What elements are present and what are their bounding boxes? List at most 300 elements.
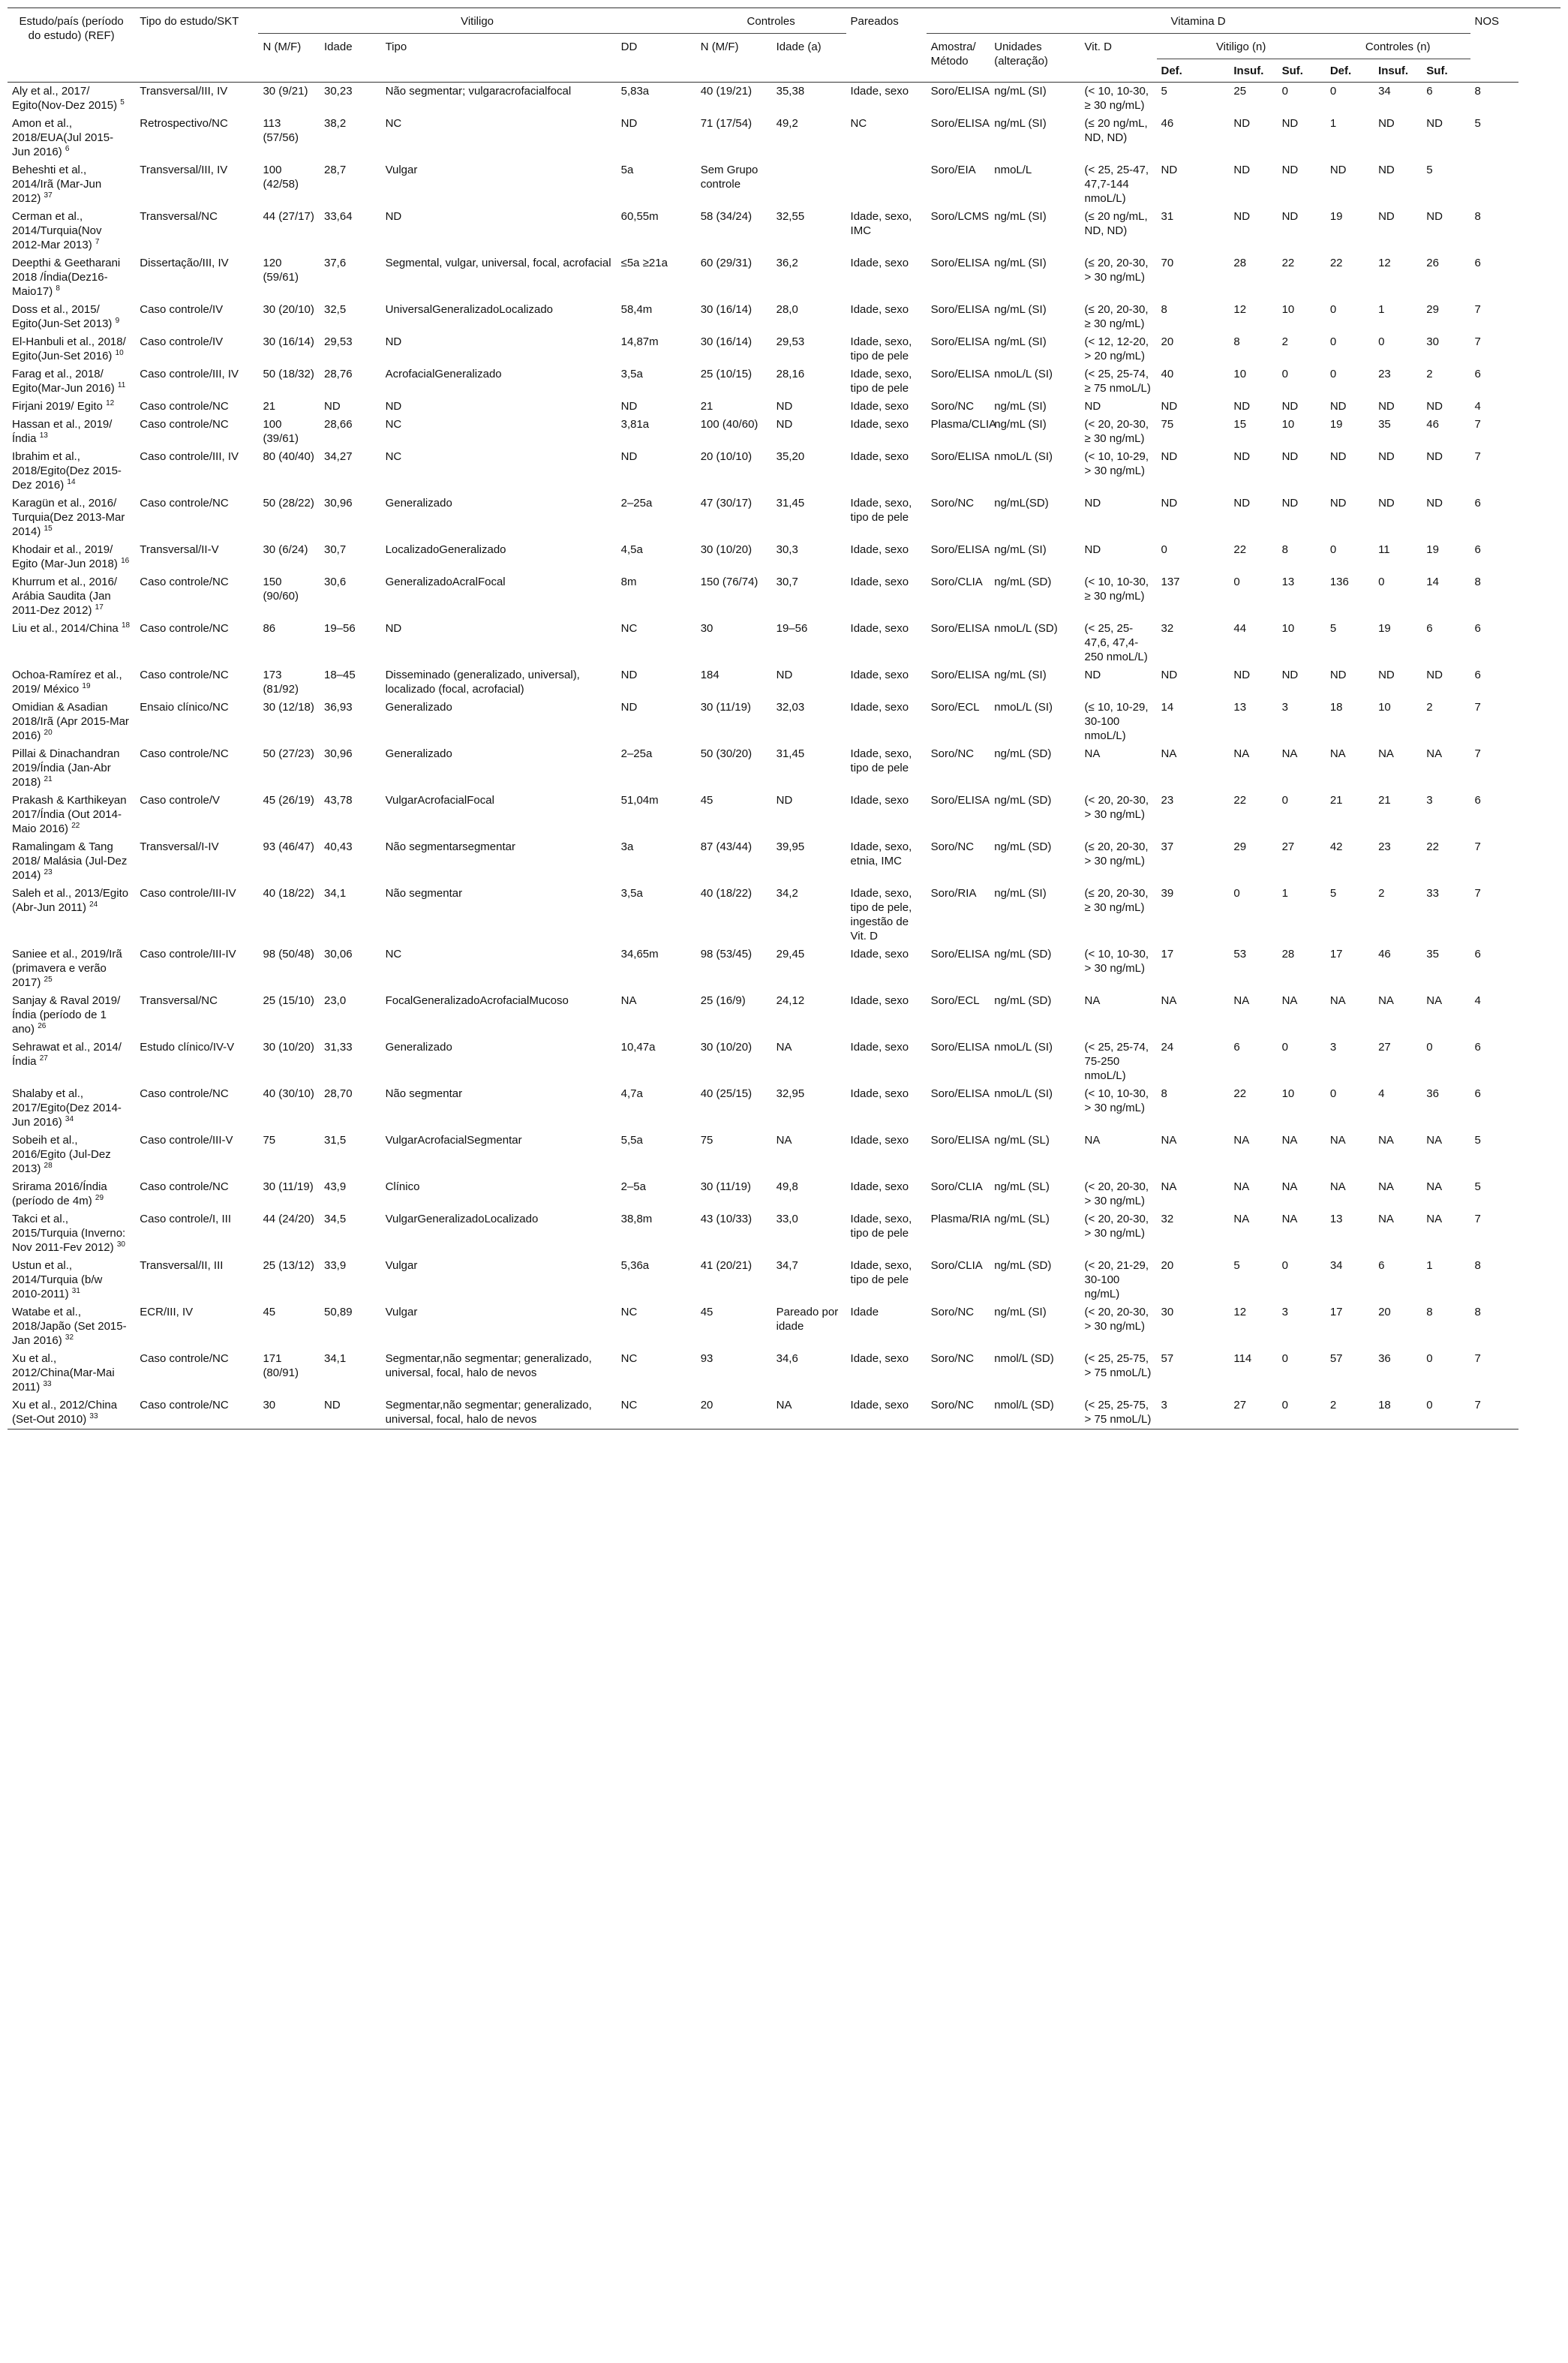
cell-vitiligo-def: 17 (1161, 948, 1174, 961)
cell-study-type: Caso controle/NC (140, 497, 229, 510)
cell-n-mf: 30 (12/18) (263, 701, 314, 714)
cell-controls-suf: 0 (1422, 1396, 1470, 1430)
cell-vit-d-cutoffs: NA (1084, 994, 1101, 1007)
cell-vitiligo-suf: ND (1281, 669, 1299, 681)
cell-matched: Idade, sexo (850, 1180, 909, 1193)
cell-study-type: Transversal/NC (140, 994, 218, 1007)
cell-vitiligo-def: 31 (1161, 210, 1174, 223)
cell-nos-score: 5 (1474, 1180, 1481, 1193)
cell-n-mf: 80 (40/40) (263, 450, 314, 463)
header-controls: Controles (696, 8, 846, 34)
cell-controls-n-mf: 20 (10/10) (700, 450, 752, 463)
cell-vit-d-cutoffs: (< 20, 20-30, > 30 ng/mL) (1084, 1306, 1149, 1333)
cell-vit-d-cutoffs: (< 25, 25-75, > 75 nmoL/L) (1080, 1396, 1157, 1430)
cell-matched: Idade, sexo (850, 1134, 909, 1147)
cell-age: 30,23 (324, 85, 353, 98)
cell-n-mf: 150 (90/60) (263, 576, 299, 603)
cell-controls-def: ND (1329, 669, 1347, 681)
cell-nos-score: 7 (1474, 1213, 1481, 1225)
cell-vitiligo-def: 5 (1161, 85, 1167, 98)
cell-controls-insuf: 36 (1378, 1352, 1391, 1365)
cell-study (8, 946, 135, 992)
header-study-type: Tipo do estudo/SKT (135, 8, 258, 83)
cell-vit-d-cutoffs: ND (1084, 400, 1101, 413)
cell-nos-score: 5 (1474, 1134, 1481, 1147)
cell-vitiligo-suf: 22 (1281, 257, 1295, 269)
cell-vitiligo-suf: ND (1281, 400, 1299, 413)
cell-vitiligo-def: 75 (1161, 418, 1174, 431)
cell-vitiligo-insuf: 22 (1233, 1087, 1247, 1100)
cell-vitiligo-suf: ND (1281, 164, 1299, 176)
study-text: Takci et al., 2015/Turquia (Inverno: Nov 2011-Fev 2012) (12, 1213, 126, 1254)
cell-controls-def: 5 (1329, 887, 1337, 900)
cell-controls-insuf: ND (1378, 117, 1395, 130)
table-row (8, 495, 1560, 541)
cell-controls-suf: NA (1426, 1213, 1443, 1225)
cell-vit-d-cutoffs: (< 25, 25-74, ≥ 75 nmoL/L) (1084, 368, 1151, 395)
cell-disease-duration: ND (620, 117, 638, 130)
cell-controls-suf: 8 (1426, 1306, 1433, 1318)
cell-controls-n-mf: 40 (25/15) (700, 1087, 752, 1100)
cell-controls-suf: 36 (1426, 1087, 1439, 1100)
cell-controls-def: 19 (1329, 418, 1343, 431)
cell-disease-duration: 5,36a (620, 1259, 650, 1272)
cell-vit-d-cutoffs: (< 10, 10-30, > 30 ng/mL) (1084, 1087, 1149, 1114)
cell-study (8, 301, 135, 333)
cell-n-mf: 44 (24/20) (263, 1213, 314, 1225)
cell-units: ng/mL (SI) (994, 543, 1047, 556)
cell-n-mf: 30 (6/24) (263, 543, 308, 556)
cell-study (8, 1178, 135, 1210)
cell-vitiligo-def: 23 (1161, 794, 1174, 807)
cell-vitiligo-def: ND (1161, 497, 1178, 510)
table-row (8, 885, 1560, 946)
study-text: Xu et al., 2012/China(Mar-Mai 2011) (12, 1352, 115, 1393)
cell-vitiligo-suf: 3 (1281, 701, 1288, 714)
cell-vit-d-cutoffs: ND (1084, 669, 1101, 681)
cell-study (8, 885, 135, 946)
table-row (8, 1350, 1560, 1396)
cell-study (8, 333, 135, 365)
cell-controls-insuf: 11 (1378, 543, 1390, 556)
cell-disease-duration: 51,04m (620, 794, 659, 807)
table-container (8, 8, 1560, 1430)
cell-controls-def: 1 (1329, 117, 1337, 130)
cell-controls-insuf: 18 (1374, 1396, 1422, 1430)
cell-vitiligo-insuf: 114 (1233, 1352, 1252, 1365)
table-row (8, 1396, 1560, 1430)
cell-age: 33,9 (324, 1259, 347, 1272)
cell-controls-suf: ND (1426, 497, 1443, 510)
cell-age: 36,93 (324, 701, 353, 714)
cell-controls-age: NA (772, 1396, 846, 1430)
cell-age: 29,53 (324, 335, 353, 348)
table-row (8, 1178, 1560, 1210)
cell-units: ng/mL (SI) (994, 400, 1047, 413)
cell-nos-score: 8 (1474, 85, 1481, 98)
cell-vitiligo-suf: 27 (1281, 840, 1295, 853)
cell-vitiligo-insuf: ND (1233, 117, 1251, 130)
cell-vitiligo-insuf: 15 (1233, 418, 1247, 431)
cell-controls-n-mf: Sem Grupo controle (700, 164, 758, 191)
cell-controls-insuf: 1 (1378, 303, 1385, 316)
header-suf: Suf. (1422, 59, 1470, 83)
table-row (8, 365, 1560, 398)
cell-vitiligo-type: NC (385, 948, 402, 961)
cell-study (8, 398, 135, 416)
cell-vit-d-cutoffs: (≤ 20, 20-30, ≥ 30 ng/mL) (1084, 303, 1149, 330)
cell-controls-age: ND (776, 400, 793, 413)
cell-vitiligo-suf: ND (1281, 497, 1299, 510)
table-row (8, 699, 1560, 745)
study-text: Beheshti et al., 2014/Irã (Mar-Jun 2012) (12, 164, 102, 205)
table-row (8, 333, 1560, 365)
table-row (8, 1303, 1560, 1350)
cell-n-mf: 25 (13/12) (263, 1259, 314, 1272)
study-text: Khurrum et al., 2016/ Arábia Saudita (Jan 2011-Dez 2012) (12, 576, 118, 617)
cell-vitiligo-type: VulgarAcrofacialSegmentar (385, 1134, 522, 1147)
cell-controls-age: 35,38 (776, 85, 805, 98)
cell-matched (846, 161, 927, 208)
cell-sample-method: Soro/ELISA (930, 450, 990, 463)
cell-sample-method: Soro/ELISA (930, 85, 990, 98)
cell-controls-n-mf: 60 (29/31) (700, 257, 752, 269)
study-text: Saniee et al., 2019/Irã (primavera e verão 2017) (12, 948, 122, 989)
cell-units: nmoL/L (SD) (994, 622, 1058, 635)
cell-matched: Idade, sexo, tipo de pele (850, 497, 912, 524)
cell-age: 18–45 (324, 669, 356, 681)
cell-matched: Idade, sexo (850, 543, 909, 556)
cell-matched: Idade, sexo, tipo de pele, ingestão de Vit. D (850, 887, 912, 942)
cell-matched: Idade, sexo, etnia, IMC (850, 840, 912, 867)
cell-controls-insuf: 6 (1378, 1259, 1385, 1272)
table-row (8, 745, 1560, 792)
cell-matched: Idade, sexo (850, 576, 909, 588)
cell-n-mf: 44 (27/17) (263, 210, 314, 223)
cell-disease-duration: ND (620, 400, 638, 413)
cell-n-mf: 25 (15/10) (263, 994, 314, 1007)
cell-nos-score: 6 (1474, 1087, 1481, 1100)
cell-units: nmol/L (SD) (994, 1352, 1054, 1365)
cell-units: nmoL/L (994, 164, 1032, 176)
cell-sample-method: Soro/ECL (930, 994, 980, 1007)
header-dd: DD (617, 34, 696, 83)
cell-age: 34,5 (324, 1213, 347, 1225)
reference-number: 20 (44, 729, 53, 737)
header-nos: NOS (1470, 8, 1518, 83)
cell-vitiligo-type: Não segmentar; vulgaracrofacialfocal (385, 85, 572, 98)
cell-controls-suf: 30 (1426, 335, 1439, 348)
cell-units: ng/mL (SD) (994, 994, 1052, 1007)
cell-vitiligo-def: 24 (1161, 1041, 1174, 1054)
header-study: Estudo/país (período do estudo) (REF) (8, 8, 135, 83)
study-text: Omidian & Asadian 2018/Irã (Apr 2015-Mar 2016) (12, 701, 129, 742)
cell-age: 28,7 (324, 164, 347, 176)
reference-number: 18 (121, 621, 131, 630)
reference-number: 6 (65, 145, 70, 153)
cell-n-mf: 173 (81/92) (263, 669, 299, 696)
study-text: Watabe et al., 2018/Japão (Set 2015-Jan 2016) (12, 1306, 127, 1347)
cell-vit-d-cutoffs: (< 10, 10-30, ≥ 30 ng/mL) (1084, 576, 1149, 603)
cell-n-mf: 86 (263, 622, 276, 635)
cell-controls-def: 0 (1329, 335, 1337, 348)
cell-controls-n-mf: 21 (700, 400, 713, 413)
cell-sample-method: Soro/ELISA (930, 1134, 990, 1147)
cell-disease-duration: 38,8m (620, 1213, 653, 1225)
cell-sample-method: Soro/ELISA (930, 1041, 990, 1054)
cell-study (8, 745, 135, 792)
cell-study (8, 1132, 135, 1178)
cell-n-mf: 75 (263, 1134, 276, 1147)
cell-controls-age: 34,6 (776, 1352, 798, 1365)
cell-controls-suf: ND (1426, 117, 1443, 130)
cell-controls-def: NA (1329, 1134, 1346, 1147)
study-text: Sanjay & Raval 2019/ Índia (período de 1 ano) (12, 994, 121, 1036)
cell-controls-n-mf: 40 (19/21) (700, 85, 752, 98)
cell-units: ng/mL (SD) (994, 840, 1052, 853)
cell-vit-d-cutoffs: (< 20, 20-30, > 30 ng/mL) (1084, 1180, 1149, 1207)
study-text: Saleh et al., 2013/Egito (Abr-Jun 2011) (12, 887, 129, 914)
table-row (8, 946, 1560, 992)
cell-age: 33,64 (324, 210, 353, 223)
study-text: Aly et al., 2017/ Egito(Nov-Dez 2015) (12, 85, 118, 112)
cell-matched: Idade, sexo (850, 450, 909, 463)
cell-age: 28,70 (324, 1087, 353, 1100)
cell-units: ng/mL (SI) (994, 418, 1047, 431)
reference-number: 33 (43, 1380, 52, 1388)
table-row (8, 254, 1560, 301)
cell-vit-d-cutoffs: ND (1084, 543, 1101, 556)
cell-controls-def: ND (1329, 450, 1347, 463)
cell-disease-duration: 10,47a (620, 1041, 656, 1054)
cell-vitiligo-def: 70 (1161, 257, 1174, 269)
cell-study-type: Dissertação/III, IV (140, 257, 229, 269)
cell-controls-age: 34,7 (776, 1259, 798, 1272)
study-text: Firjani 2019/ Egito (12, 400, 103, 413)
cell-nos-score: 8 (1474, 210, 1481, 223)
cell-vitiligo-type: Segmental, vulgar, universal, focal, acrofacial (385, 257, 611, 269)
cell-controls-suf: 6 (1426, 622, 1433, 635)
table-row (8, 398, 1560, 416)
cell-n-mf: 30 (16/14) (263, 335, 314, 348)
study-text: Deepthi & Geetharani 2018 /Índia(Dez16-Maio17) (12, 257, 121, 298)
table-row (8, 1132, 1560, 1178)
cell-disease-duration: 2–5a (620, 1180, 646, 1193)
cell-controls-suf: 26 (1426, 257, 1439, 269)
study-text: Farag et al., 2018/ Egito(Mar-Jun 2016) (12, 368, 115, 395)
cell-study (8, 699, 135, 745)
cell-controls-n-mf: 25 (16/9) (700, 994, 746, 1007)
header-suf: Suf. (1278, 59, 1326, 83)
cell-units: ng/mL (SD) (994, 948, 1052, 961)
cell-vitiligo-suf: ND (1281, 117, 1299, 130)
vitamin-d-vitiligo-table (8, 8, 1560, 1430)
cell-vitiligo-insuf: 6 (1233, 1041, 1240, 1054)
cell-vitiligo-type: Vulgar (385, 1259, 418, 1272)
header-vitiligo-n: Vitiligo (n) (1157, 34, 1326, 59)
cell-controls-def: ND (1329, 497, 1347, 510)
cell-matched: Idade, sexo, tipo de pele (850, 368, 912, 395)
cell-n-mf: 50 (27/23) (263, 747, 314, 760)
reference-number: 9 (115, 317, 120, 325)
cell-study-type: Caso controle/IV (140, 303, 224, 316)
cell-age: 32,5 (324, 303, 347, 316)
cell-age: 43,9 (324, 1180, 347, 1193)
cell-controls-insuf: NA (1378, 994, 1394, 1007)
table-row (8, 208, 1560, 254)
cell-study-type: Transversal/NC (140, 210, 218, 223)
cell-controls-suf: 46 (1426, 418, 1439, 431)
cell-units: nmoL/L (SI) (994, 701, 1053, 714)
cell-controls-def: NA (1329, 1180, 1346, 1193)
cell-controls-suf: 5 (1426, 164, 1433, 176)
header-matched: Pareados (846, 8, 927, 83)
header-controls-n-mf: N (M/F) (696, 34, 772, 83)
cell-vitiligo-insuf: ND (1233, 669, 1251, 681)
cell-vitiligo-insuf: ND (1233, 400, 1251, 413)
reference-number: 24 (89, 900, 98, 909)
cell-age: 38,2 (324, 117, 347, 130)
cell-controls-n-mf: 30 (11/19) (700, 1180, 751, 1193)
cell-study-type: Caso controle/III-IV (140, 887, 236, 900)
header-vit-d: Vit. D (1080, 34, 1157, 83)
cell-vitiligo-type: LocalizadoGeneralizado (385, 543, 506, 556)
cell-age: 34,1 (324, 887, 347, 900)
cell-vitiligo-insuf: 25 (1233, 85, 1247, 98)
cell-n-mf: 30 (10/20) (263, 1041, 314, 1054)
study-text: Liu et al., 2014/China (12, 622, 119, 635)
reference-number: 5 (120, 98, 125, 107)
cell-controls-insuf: ND (1378, 497, 1395, 510)
cell-vitiligo-suf: NA (1281, 1180, 1298, 1193)
cell-controls-n-mf: 45 (700, 794, 713, 807)
cell-vitiligo-suf: 0 (1281, 794, 1288, 807)
cell-vitiligo-insuf: NA (1233, 747, 1250, 760)
cell-age: 30,06 (324, 948, 353, 961)
cell-controls-age (772, 161, 846, 208)
reference-number: 19 (82, 682, 91, 690)
cell-nos-score: 7 (1470, 1396, 1518, 1430)
cell-controls-suf: 6 (1426, 85, 1433, 98)
cell-vitiligo-type: NC (385, 117, 402, 130)
cell-disease-duration: ≤5a ≥21a (620, 257, 668, 269)
study-text: El-Hanbuli et al., 2018/ Egito(Jun-Set 2016) (12, 335, 126, 362)
cell-nos-score: 7 (1474, 1352, 1481, 1365)
cell-vitiligo-def: 32 (1161, 622, 1174, 635)
cell-controls-age: 36,2 (776, 257, 798, 269)
cell-controls-age: 31,45 (776, 497, 805, 510)
cell-study (8, 208, 135, 254)
cell-vit-d-cutoffs: (< 10, 10-30, > 30 ng/mL) (1084, 948, 1149, 975)
cell-controls-age: 49,8 (776, 1180, 798, 1193)
cell-study (8, 666, 135, 699)
cell-sample-method: Soro/NC (930, 840, 975, 853)
cell-controls-age: ND (776, 669, 793, 681)
cell-nos-score: 6 (1474, 497, 1481, 510)
table-row (8, 620, 1560, 666)
cell-vit-d-cutoffs: (≤ 20 ng/mL, ND, ND) (1084, 117, 1148, 144)
cell-controls-suf: 1 (1426, 1259, 1433, 1272)
cell-n-mf: 113 (57/56) (263, 117, 299, 144)
cell-nos-score: 7 (1474, 303, 1481, 316)
cell-vitiligo-type: ND (385, 622, 402, 635)
cell-nos-score: 7 (1474, 887, 1481, 900)
cell-matched: Idade, sexo (850, 257, 909, 269)
cell-controls-insuf: 21 (1378, 794, 1391, 807)
cell-nos-score: 8 (1474, 576, 1481, 588)
cell-matched: Idade, sexo (850, 701, 909, 714)
cell-study (8, 83, 135, 116)
cell-controls-age: 32,55 (776, 210, 805, 223)
cell-controls-n-mf: 71 (17/54) (700, 117, 752, 130)
cell-vit-d-cutoffs: (< 25, 25-47,6, 47,4-250 nmoL/L) (1084, 622, 1148, 663)
cell-age: 43,78 (324, 794, 353, 807)
cell-sample-method: Soro/ELISA (930, 669, 990, 681)
cell-study (8, 838, 135, 885)
cell-units: ng/mL (SL) (994, 1134, 1050, 1147)
cell-vitiligo-def: 8 (1161, 303, 1167, 316)
cell-age: 37,6 (324, 257, 347, 269)
cell-sample-method: Soro/ELISA (930, 257, 990, 269)
cell-controls-age: 32,95 (776, 1087, 805, 1100)
cell-disease-duration: 2–25a (620, 497, 653, 510)
table-row (8, 448, 1560, 495)
cell-vit-d-cutoffs: NA (1084, 747, 1101, 760)
header-units: Unidades (alteração) (990, 34, 1080, 83)
cell-study (8, 573, 135, 620)
cell-study-type: Caso controle/NC (140, 747, 229, 760)
cell-controls-def: 17 (1329, 948, 1343, 961)
cell-vit-d-cutoffs: (< 25, 25-75, > 75 nmoL/L) (1084, 1352, 1152, 1379)
cell-matched: Idade, sexo (850, 303, 909, 316)
cell-age: 30,96 (324, 747, 353, 760)
cell-nos-score: 7 (1474, 450, 1481, 463)
reference-number: 15 (44, 525, 53, 533)
header-vitiligo: Vitiligo (258, 8, 695, 34)
cell-vitiligo-def: 3 (1157, 1396, 1230, 1430)
header-tipo: Tipo (381, 34, 617, 83)
cell-controls-n-mf: 93 (700, 1352, 713, 1365)
cell-controls-def: 57 (1329, 1352, 1343, 1365)
cell-vit-d-cutoffs: (≤ 10, 10-29, 30-100 nmoL/L) (1084, 701, 1149, 742)
cell-vit-d-cutoffs: (< 20, 20-30, ≥ 30 ng/mL) (1084, 418, 1149, 445)
cell-units: nmoL/L (SI) (994, 368, 1053, 380)
cell-vit-d-cutoffs: (< 25, 25-47, 47,7-144 nmoL/L) (1084, 164, 1149, 205)
cell-sample-method: Soro/ELISA (930, 543, 990, 556)
cell-vitiligo-insuf: ND (1233, 450, 1251, 463)
cell-controls-age: 30,3 (776, 543, 798, 556)
reference-number: 14 (67, 478, 76, 486)
cell-controls-suf: 2 (1426, 701, 1433, 714)
cell-sample-method: Soro/NC (930, 497, 975, 510)
cell-controls-def: 19 (1329, 210, 1343, 223)
cell-matched: Idade, sexo (850, 794, 909, 807)
cell-controls-n-mf: 30 (10/20) (700, 543, 752, 556)
study-text: Cerman et al., 2014/Turquia(Nov 2012-Mar 2013) (12, 210, 102, 251)
cell-vitiligo-type: Generalizado (385, 497, 452, 510)
cell-controls-age: 28,16 (776, 368, 805, 380)
cell-vit-d-cutoffs: NA (1084, 1134, 1101, 1147)
cell-matched: Idade, sexo (850, 1087, 909, 1100)
reference-number: 32 (65, 1333, 74, 1342)
cell-controls-def: 18 (1329, 701, 1343, 714)
cell-study-type: Caso controle/NC (140, 576, 229, 588)
cell-matched: Idade, sexo (850, 994, 909, 1007)
cell-vitiligo-suf: 0 (1281, 1352, 1288, 1365)
cell-nos-score: 7 (1474, 840, 1481, 853)
cell-sample-method: Soro/ELISA (930, 622, 990, 635)
cell-vit-d-cutoffs: (< 12, 12-20, > 20 ng/mL) (1084, 335, 1149, 362)
